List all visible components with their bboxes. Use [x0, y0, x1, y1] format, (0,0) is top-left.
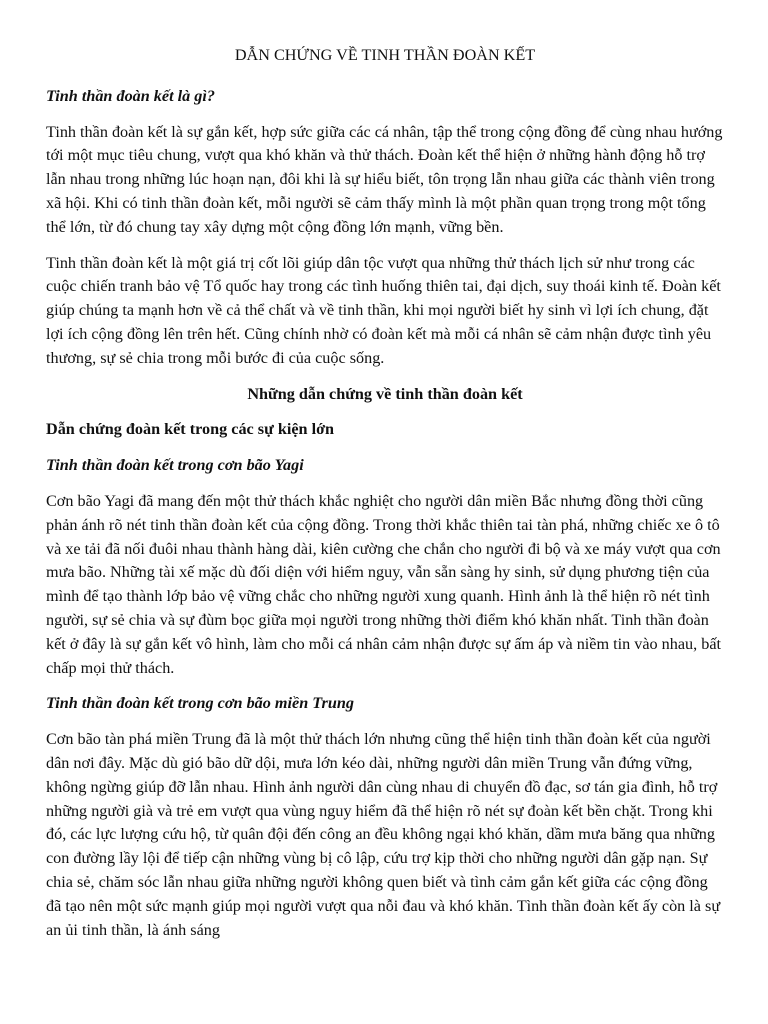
paragraph-yagi-storm: Cơn bão Yagi đã mang đến một thử thách khắc nghiệt cho người dân miền Bắc nhưng đồng thời cũng phản ánh rõ nét tinh thần đoàn kết của cộng đồng. Trong thời khắc thiên tai tàn phá, những chiếc xe ô tô và xe tải đã nối đuôi nhau thành hàng dài, kiên cường che chắn cho người đi bộ và xe máy vượt qua cơn mưa bão. Những tài xế mặc dù đối diện với hiểm nguy, vẫn sẵn sàng hy sinh, sử dụng phương tiện của mình để tạo thành lớp bảo vệ vững chắc cho những người xung quanh. Hình ảnh là thể hiện rõ nét tình người, sự sẻ chia và sự đùm bọc giữa mọi người trong những thời điểm khó khăn nhất. Tinh thần đoàn kết ở đây là sự gắn kết vô hình, làm cho mỗi cá nhân cảm nhận được sự ấm áp và niềm tin vào nhau, bất chấp mọi thử thách. — [46, 491, 722, 677]
paragraph-core-value: Tinh thần đoàn kết là một giá trị cốt lõi giúp dân tộc vượt qua những thử thách lịch sử như trong các cuộc chiến tranh bảo vệ Tổ quốc hay trong các tình huống thiên tai, đại dịch, suy thoái kinh tế. Đoàn kết giúp chúng ta mạnh hơn về cả thể chất và về tinh thần, khi mọi người biết hy sinh vì lợi ích chung, đặt lợi ích cộng đồng lên trên hết. Cũng chính nhờ có đoàn kết mà mỗi cá nhân sẽ cảm nhận được tình yêu thương, sự sẻ chia trong mỗi bước đi của cuộc sống. — [46, 253, 721, 367]
heading-central-storm: Tinh thần đoàn kết trong cơn bão miền Trung — [46, 694, 354, 713]
document-page — [46, 44, 724, 954]
section-heading-what-is-solidarity: Tinh thần đoàn kết là gì? — [46, 86, 215, 105]
heading-yagi-storm: Tinh thần đoàn kết trong cơn bão Yagi — [46, 456, 304, 475]
paragraph-definition: Tinh thần đoàn kết là sự gắn kết, hợp sức giữa các cá nhân, tập thể trong cộng đồng để cùng nhau hướng tới một mục tiêu chung, vượt qua khó khăn và thử thách. Đoàn kết thể hiện ở những hành động hỗ trợ lẫn nhau trong những lúc hoạn nạn, đôi khi là sự hiểu biết, tôn trọng lẫn nhau giữa các thành viên trong xã hội. Khi có tinh thần đoàn kết, mỗi người sẽ cảm thấy mình là một phần quan trọng trong một tổng thể lớn, từ đó chung tay xây dựng một cộng đồng lớn mạnh, vững bền. — [46, 122, 723, 236]
section-heading-evidence: Những dẫn chứng về tinh thần đoàn kết — [247, 384, 523, 403]
document-title: DẪN CHỨNG VỀ TINH THẦN ĐOÀN KẾT — [234, 46, 536, 64]
subsection-heading-major-events: Dẫn chứng đoàn kết trong các sự kiện lớn — [46, 420, 335, 439]
paragraph-central-storm: Cơn bão tàn phá miền Trung đã là một thử thách lớn nhưng cũng thể hiện tinh thần đoàn kết của người dân nơi đây. Mặc dù gió bão dữ dội, mưa lớn kéo dài, những người dân miền Trung vẫn đứng vững, không ngừng giúp đỡ lẫn nhau. Hình ảnh người dân cùng nhau di chuyển đồ đạc, sơ tán gia đình, hỗ trợ những người già và trẻ em vượt qua vùng nguy hiểm đã thể hiện rõ nét sự đoàn kết bền chặt. Trong khi đó, các lực lượng cứu hộ, từ quân đội đến công an đều không ngại khó khăn, dầm mưa băng qua những con đường lầy lội để tiếp cận những vùng bị cô lập, cứu trợ kịp thời cho những người dân gặp nạn. Sự chia sẻ, chăm sóc lẫn nhau giữa những người không quen biết và tình cảm gắn kết giữa các cộng đồng đã tạo nên một sức mạnh giúp mọi người vượt qua nỗi đau và khó khăn. Tình thần đoàn kết ấy còn là sự an ủi tinh thần, là ánh sáng — [46, 730, 721, 939]
